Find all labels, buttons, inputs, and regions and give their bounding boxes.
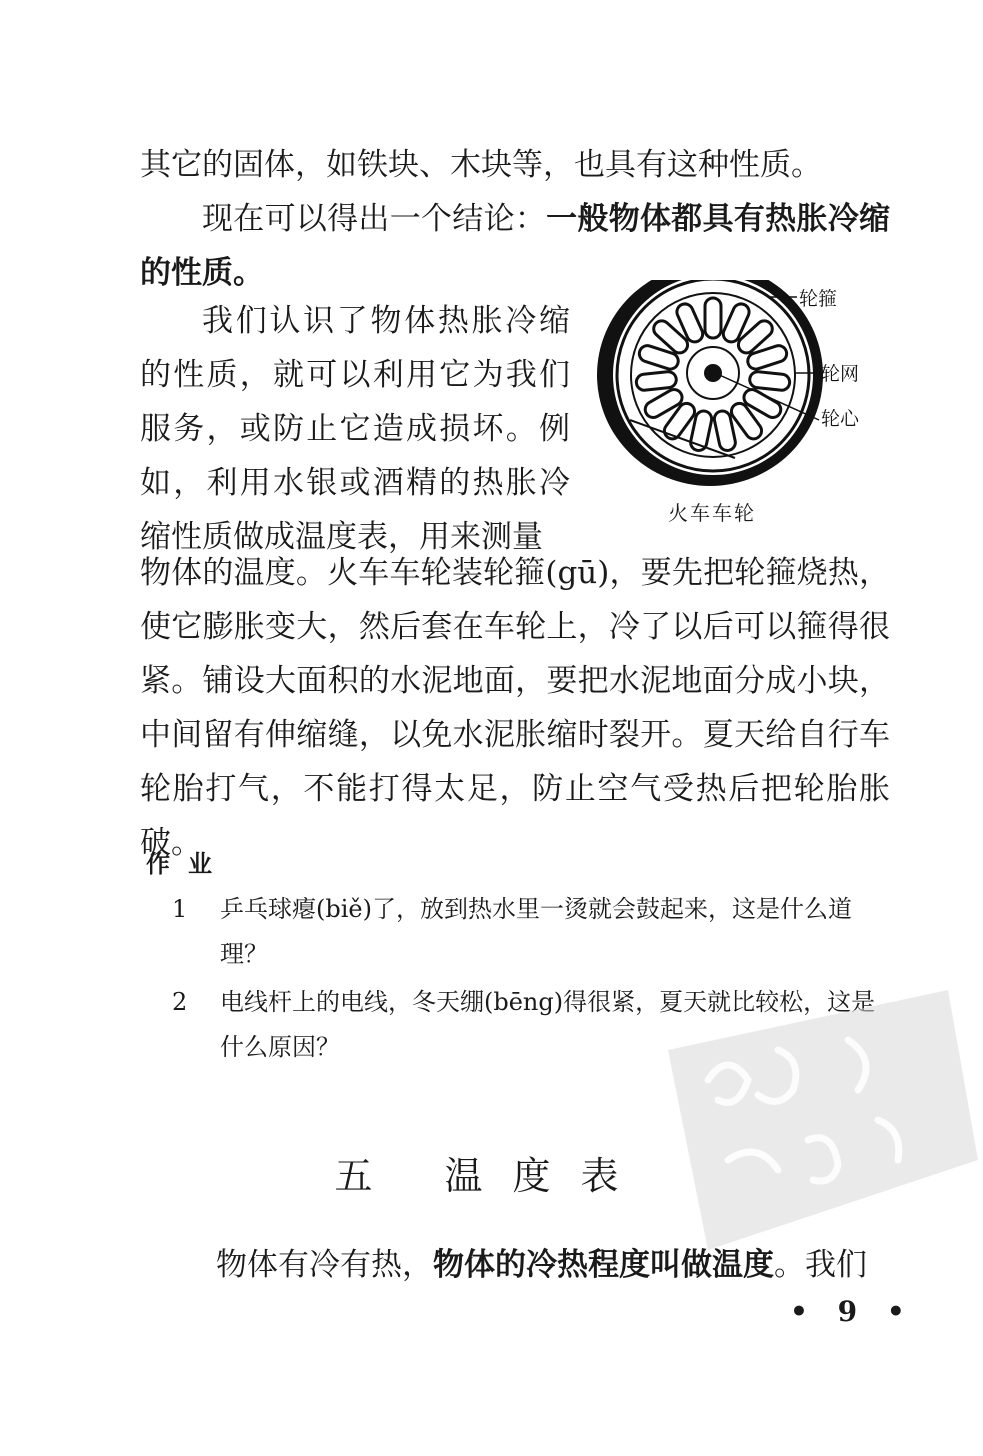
seal-watermark-icon <box>648 990 978 1250</box>
conclusion-lead: 现在可以得出一个结论： <box>202 201 547 237</box>
label-rim: 轮箍 <box>799 288 838 310</box>
label-hub: 轮心 <box>821 408 860 430</box>
figure-caption: 火车车轮 <box>668 501 756 525</box>
paragraph-application-wrap <box>140 294 570 564</box>
section-intro-lead: 物体有冷有热， <box>216 1247 433 1283</box>
application-rest-text: 物体的温度。火车车轮装轮箍(gū)，要先把轮箍烧热，使它膨胀变大，然后套在车轮上，冷了以后可以箍得很紧。铺设大面积的水泥地面，要把水泥地面分成小块，中间留有伸缩缝，以免水泥胀缩时裂开。夏天给自行车轮胎打气，不能打得太足，防止空气受热后把轮胎胀破。 <box>140 555 890 861</box>
wheel-icon <box>595 280 831 490</box>
paragraph-solids-text: 其它的固体，如铁块、木块等，也具有这种性质。 <box>140 147 822 183</box>
homework-item-text: 乒乓球瘪(biě)了，放到热水里一烫就会鼓起来，这是什么道理？ <box>220 895 852 968</box>
homework-item-number: 2 <box>172 988 188 1016</box>
application-wrap-text: 我们认识了物体热胀冷缩的性质，就可以利用它为我们服务，或防止它造成损坏。例如，利用水银或酒精的热胀冷缩性质做成温度表，用来测量 <box>140 303 570 555</box>
train-wheel-figure <box>585 280 885 525</box>
section-title: 五 温度表 <box>334 1154 649 1198</box>
homework-item <box>172 887 892 977</box>
homework-item-text: 电线杆上的电线，冬天绷(bēng)得很紧，夏天就比较松，这是什么原因？ <box>220 988 876 1061</box>
homework-title: 作业 <box>146 850 230 878</box>
label-web: 轮网 <box>821 363 860 385</box>
homework-item-number: 1 <box>172 895 188 923</box>
paragraph-solids <box>140 138 890 192</box>
page-number: • 9 • <box>790 1295 915 1328</box>
paragraph-application-rest <box>140 546 890 870</box>
conclusion-bold: 一般物体都具有热胀冷缩的性质。 <box>140 201 891 291</box>
section-intro-bold: 物体的冷热程度叫做温度 <box>433 1247 774 1283</box>
section-intro-tail: 。我们 <box>774 1247 867 1283</box>
